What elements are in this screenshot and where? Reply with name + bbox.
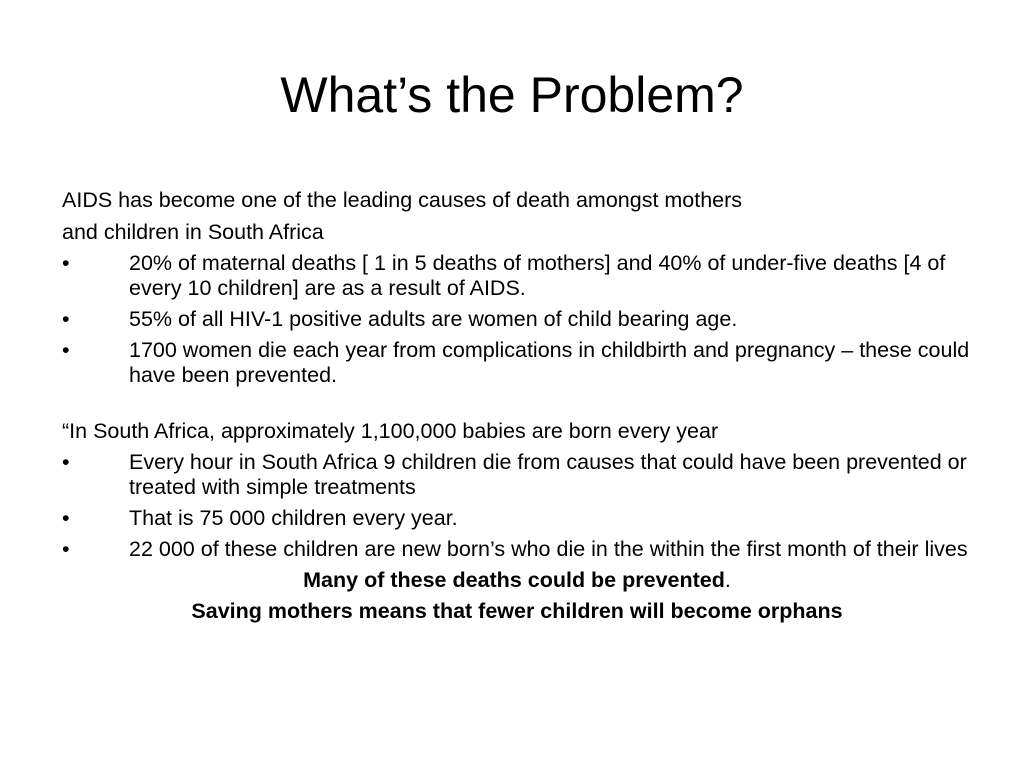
births-intro: “In South Africa, approximately 1,100,000 babies are born every year bbox=[62, 419, 719, 443]
bullet-mark: • bbox=[62, 506, 70, 530]
bullet-mark: • bbox=[62, 450, 70, 474]
intro-line-1: AIDS has become one of the leading causes of death amongst mothers bbox=[62, 188, 743, 212]
bullet-text: 55% of all HIV-1 positive adults are women of child bearing age. bbox=[129, 307, 738, 331]
bullet-item bbox=[62, 450, 972, 500]
bullet-mark: • bbox=[62, 307, 70, 331]
bullet-text: That is 75 000 children every year. bbox=[129, 506, 458, 530]
intro-line-2: and children in South Africa bbox=[62, 220, 324, 244]
bullet-text: 1700 women die each year from complications in childbirth and pregnancy – these could have been prevented. bbox=[129, 338, 970, 387]
slide-title: What’s the Problem? bbox=[280, 67, 744, 123]
bullet-item bbox=[62, 537, 972, 562]
bullet-item bbox=[62, 338, 972, 388]
bullet-text: Every hour in South Africa 9 children die from causes that could have been prevented or treated with simple treatments bbox=[129, 450, 967, 499]
conclusion-line-2: Saving mothers means that fewer children will become orphans bbox=[191, 599, 843, 623]
bullet-mark: • bbox=[62, 251, 70, 275]
bullet-item bbox=[62, 307, 972, 332]
bullet-item bbox=[62, 251, 972, 301]
section-gap bbox=[62, 394, 972, 419]
slide-body bbox=[62, 188, 972, 630]
bullet-text: 22 000 of these children are new born’s who die in the within the first month of their lives bbox=[129, 537, 968, 561]
conclusion-line-1 bbox=[62, 568, 972, 593]
bullet-item bbox=[62, 506, 972, 531]
conclusion-line-1-period: . bbox=[724, 568, 731, 592]
bullet-mark: • bbox=[62, 338, 70, 362]
bullet-text: 20% of maternal deaths [ 1 in 5 deaths of mothers] and 40% of under-five deaths [4 of every 10 children] are as a result of AIDS. bbox=[129, 251, 946, 300]
bullet-mark: • bbox=[62, 537, 70, 561]
conclusion-line-1-text: Many of these deaths could be prevented bbox=[303, 568, 725, 592]
